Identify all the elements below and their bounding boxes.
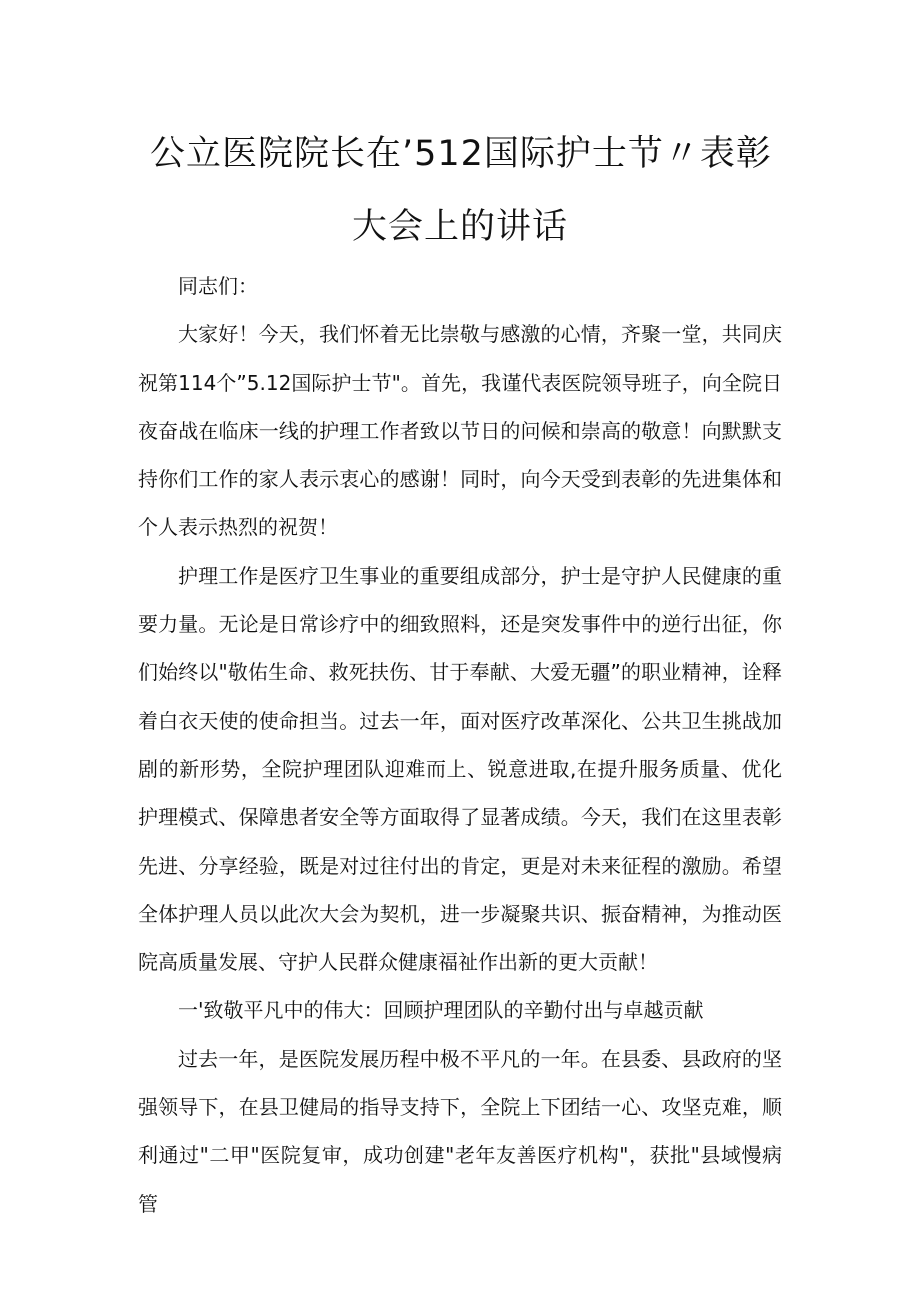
review-paragraph: 过去一年，是医院发展历程中极不平凡的一年。在县委、县政府的坚强领导下，在县卫健局的指导支持下，全院上下团结一心、攻坚克难，顺利通过"二甲"医院复审，成功创建"老年友善医疗机构"，获批"县域慢病管	[138, 1046, 782, 1216]
document-title-line-1: 公立医院院长在’512国际护士节〃表彰	[150, 134, 772, 174]
opening-paragraph: 大家好！今天，我们怀着无比崇敬与感激的心情，齐聚一堂，共同庆祝第114个”5.12国际护士节"。首先，我谨代表医院领导班子，向全院日夜奋战在临床一线的护理工作者致以节日的问候和崇高的敬意！向默默支持你们工作的家人表示衷心的感谢！同时，向今天受到表彰的先进集体和个人表示热烈的祝贺！	[138, 322, 782, 540]
section-heading-1: 一'致敬平凡中的伟大：回顾护理团队的辛勤付出与卓越贡献	[178, 998, 704, 1023]
nursing-role-paragraph: 护理工作是医疗卫生事业的重要组成部分，护士是守护人民健康的重要力量。无论是日常诊疗中的细致照料，还是突发事件中的逆行出征，你们始终以"敬佑生命、救死扶伤、甘于奉献、大爱无疆”的职业精神，诠释着白衣天使的使命担当。过去一年，面对医疗改革深化、公共卫生挑战加剧的新形势，全院护理团队迎难而上、锐意进取,在提升服务质量、优化护理模式、保障患者安全等方面取得了显著成绩。今天，我们在这里表彰先进、分享经验，既是对过往付出的肯定，更是对未来征程的激励。希望全体护理人员以此次大会为契机，进一步凝聚共识、振奋精神，为推动医院高质量发展、守护人民群众健康福祉作出新的更大贡献！	[138, 563, 782, 975]
document-title-line-2: 大会上的讲话	[351, 207, 568, 247]
document-body	[138, 262, 782, 1228]
salutation-paragraph: 同志们：	[178, 274, 258, 298]
